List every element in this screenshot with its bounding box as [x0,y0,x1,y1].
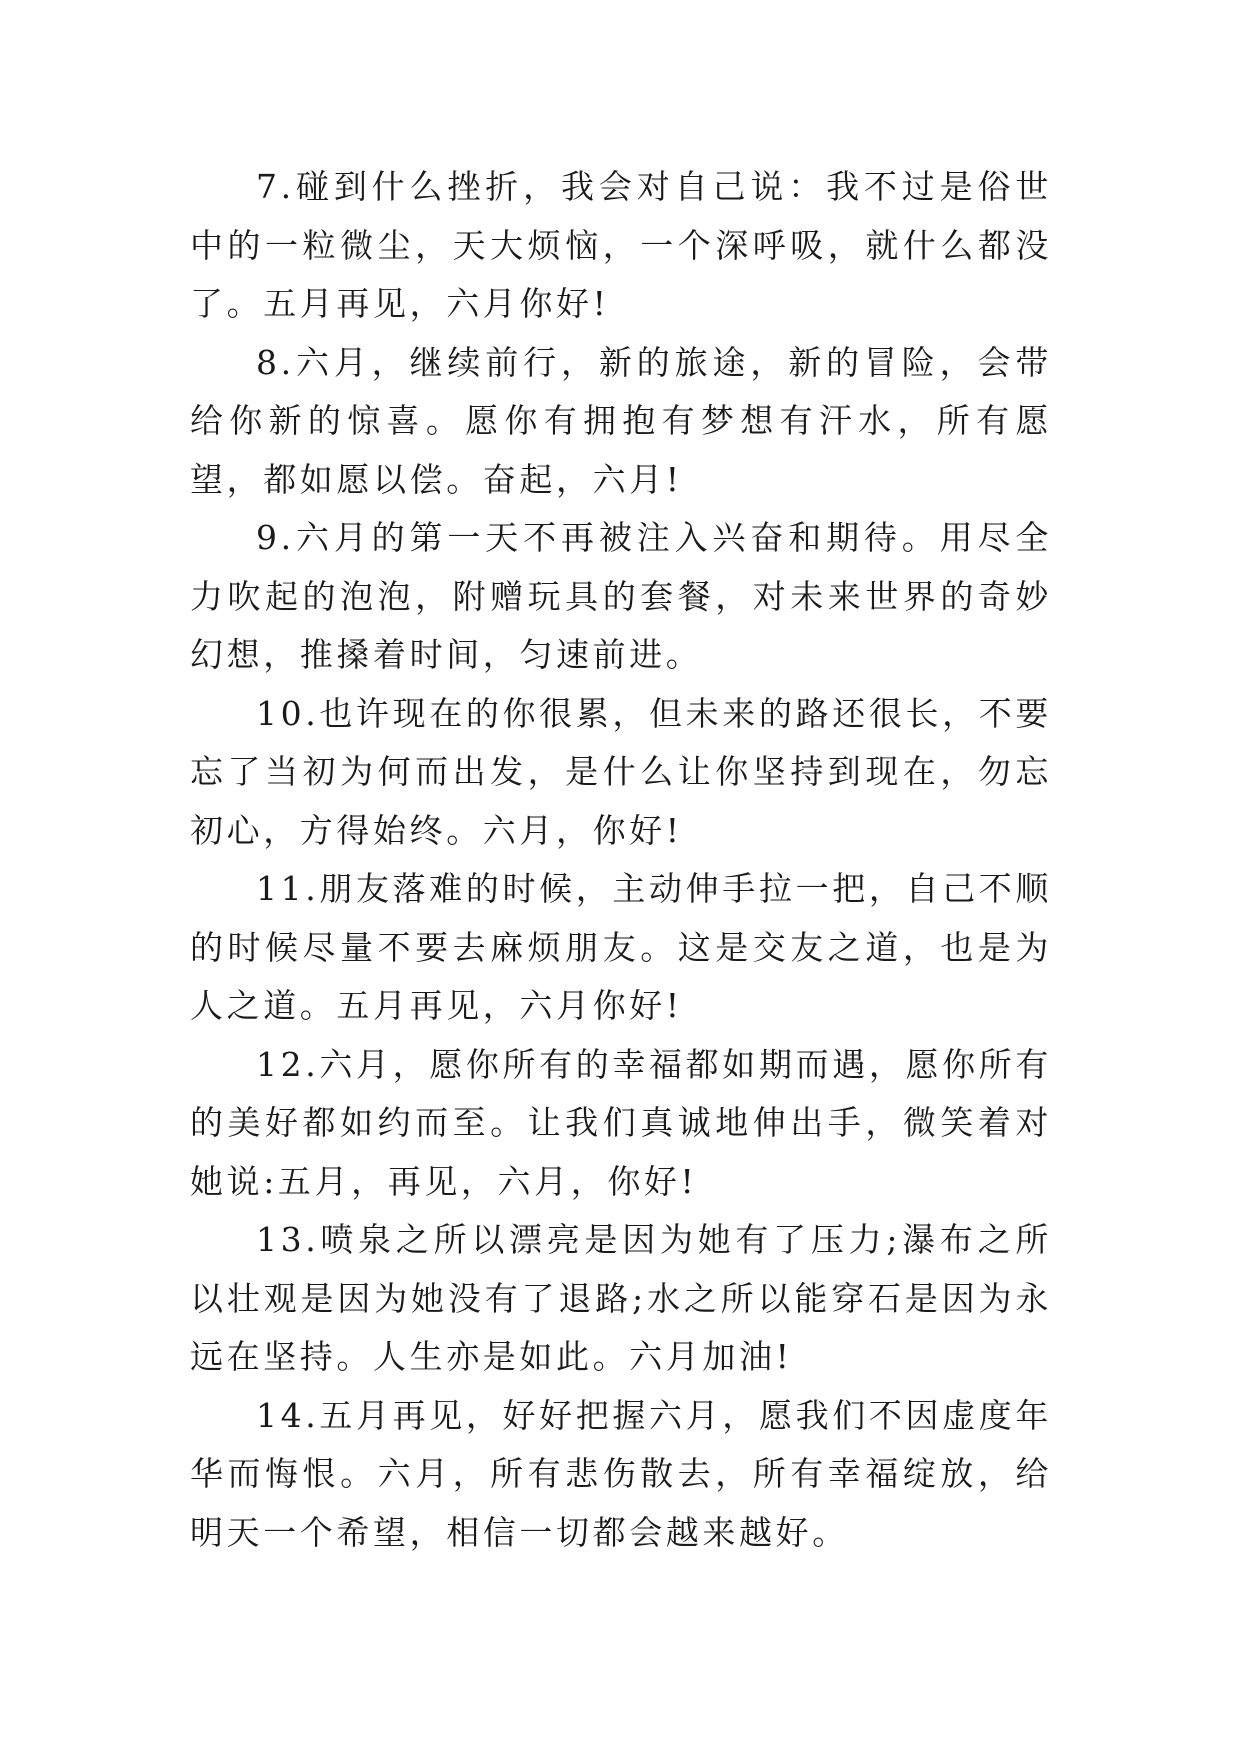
document-body [190,158,1052,1562]
paragraph-12: 12.六月，愿你所有的幸福都如期而遇，愿你所有的美好都如约而至。让我们真诚地伸出手，微笑着对她说:五月，再见，六月，你好! [190,1044,1052,1201]
paragraph-9: 9.六月的第一天不再被注入兴奋和期待。用尽全力吹起的泡泡，附赠玩具的套餐，对未来世界的奇妙幻想，推搡着时间，匀速前进。 [190,518,1052,674]
paragraph-7: 7.碰到什么挫折，我会对自己说：我不过是俗世中的一粒微尘，天大烦恼，一个深呼吸，就什么都没了。五月再见，六月你好! [190,167,1052,323]
paragraph-11: 11.朋友落难的时候，主动伸手拉一把，自己不顺的时候尽量不要去麻烦朋友。这是交友之道，也是为人之道。五月再见，六月你好! [190,869,1052,1025]
paragraph-8: 8.六月，继续前行，新的旅途，新的冒险，会带给你新的惊喜。愿你有拥抱有梦想有汗水，所有愿望，都如愿以偿。奋起，六月! [190,342,1052,499]
paragraph-13: 13.喷泉之所以漂亮是因为她有了压力;瀑布之所以壮观是因为她没有了退路;水之所以能穿石是因为永远在坚持。人生亦是如此。六月加油! [190,1220,1052,1376]
paragraph-14: 14.五月再见，好好把握六月，愿我们不因虚度年华而悔恨。六月，所有悲伤散去，所有幸福绽放，给明天一个希望，相信一切都会越来越好。 [190,1395,1052,1552]
paragraph-10: 10.也许现在的你很累，但未来的路还很长，不要忘了当初为何而出发，是什么让你坚持到现在，勿忘初心，方得始终。六月，你好! [190,693,1052,850]
